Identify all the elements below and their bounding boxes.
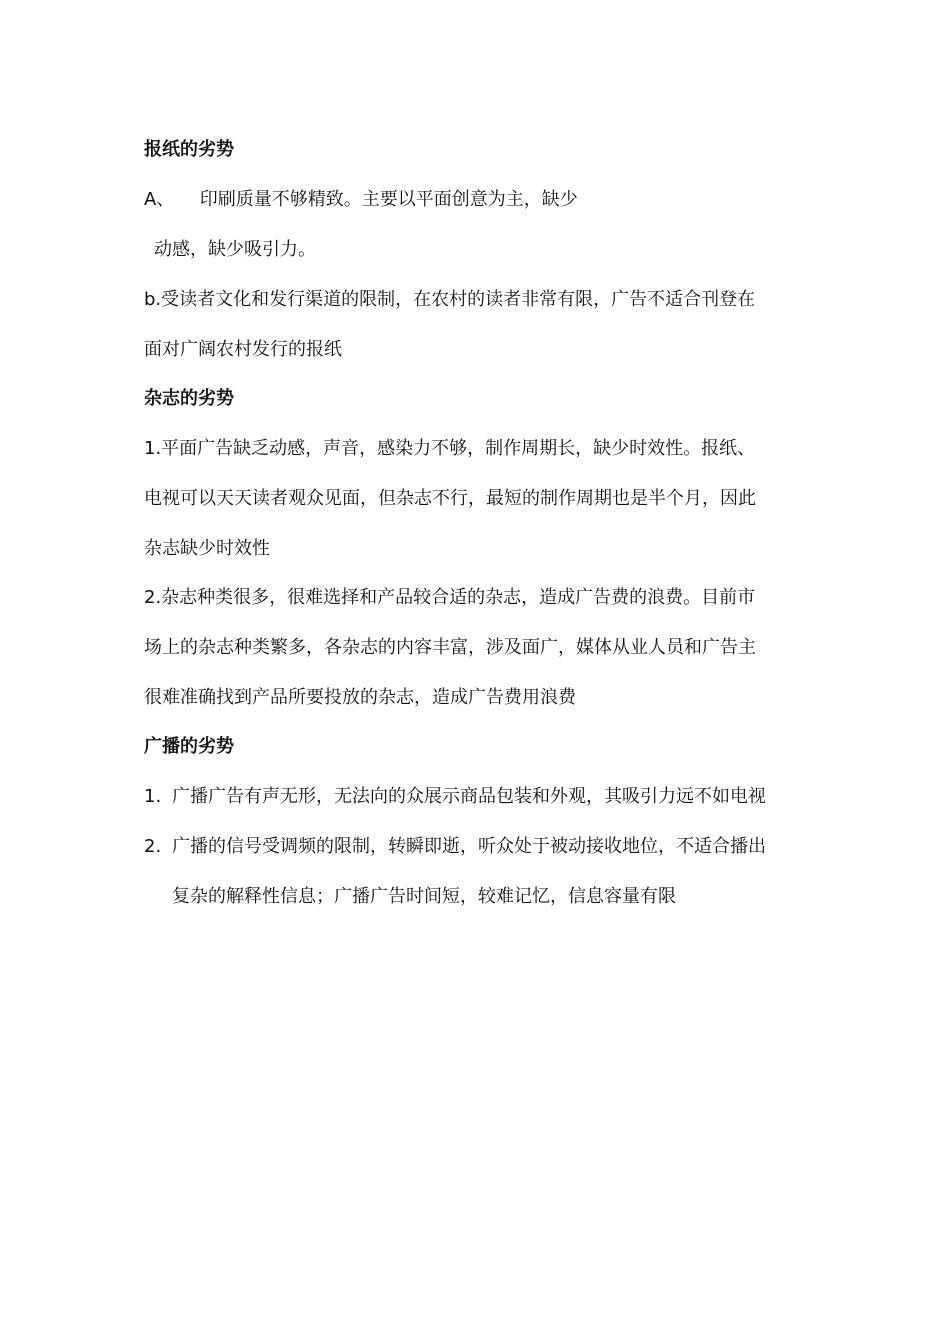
newspaper-point-a-line2: 动感，缺少吸引力。 [154, 239, 316, 260]
point-a-text: 印刷质量不够精致。主要以平面创意为主，缺少 [199, 189, 578, 210]
point-a-label: A、 [144, 189, 175, 210]
radio-item1-line1: 广播广告有声无形，无法向的众展示商品包装和外观，其吸引力远不如电视 [172, 786, 766, 807]
newspaper-point-a-line1 [144, 188, 578, 212]
radio-item1-number: 1. [144, 786, 162, 807]
radio-item2-line2: 复杂的解释性信息；广播广告时间短，较难记忆，信息容量有限 [172, 886, 676, 907]
magazine-point1-line1: 1.平面广告缺乏动感，声音，感染力不够，制作周期长，缺少时效性。报纸、 [144, 438, 756, 459]
magazine-point2-line2: 场上的杂志种类繁多，各杂志的内容丰富，涉及面广，媒体从业人员和广告主 [144, 637, 756, 658]
magazine-point1-line3: 杂志缺少时效性 [144, 538, 270, 559]
magazine-point2-line1: 2.杂志种类很多，很难选择和产品较合适的杂志，造成广告费的浪费。目前市 [144, 587, 756, 608]
magazine-heading: 杂志的劣势 [144, 388, 234, 409]
radio-heading: 广播的劣势 [144, 736, 234, 757]
magazine-point1-line2: 电视可以天天读者观众见面，但杂志不行，最短的制作周期也是半个月，因此 [144, 488, 756, 509]
magazine-point2-line3: 很难准确找到产品所要投放的杂志，造成广告费用浪费 [144, 687, 576, 708]
newspaper-point-b-line2: 面对广阔农村发行的报纸 [144, 339, 342, 360]
radio-item2-line1: 广播的信号受调频的限制，转瞬即逝，听众处于被动接收地位，不适合播出 [172, 836, 766, 857]
newspaper-point-b-line1: b.受读者文化和发行渠道的限制，在农村的读者非常有限，广告不适合刊登在 [144, 289, 756, 310]
radio-item2-number: 2. [144, 836, 162, 857]
newspaper-heading: 报纸的劣势 [144, 139, 234, 160]
